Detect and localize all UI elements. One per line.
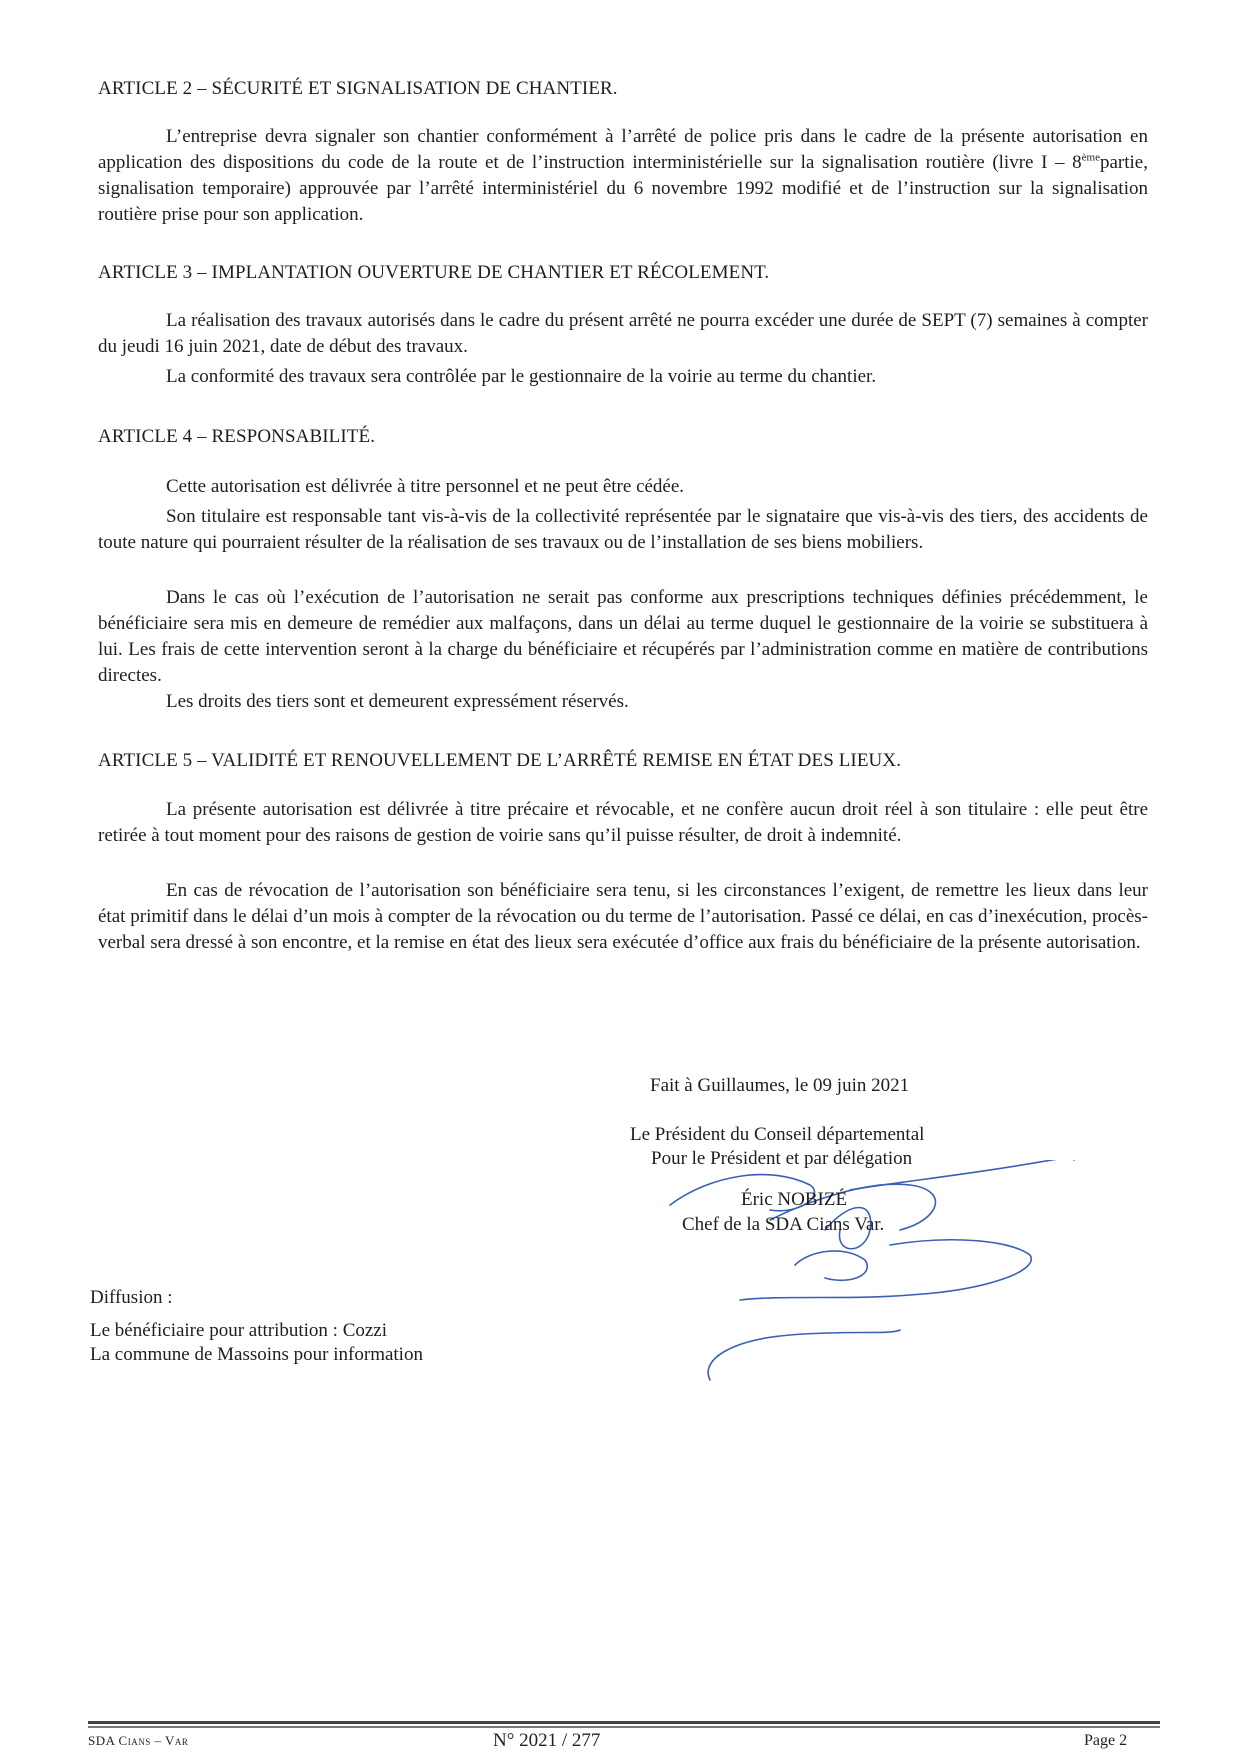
footer-page-number: Page 2 (1084, 1732, 1128, 1749)
article-5-paragraph-1: La présente autorisation est délivrée à titre précaire et révocable, et ne confère aucun droit réel à son titulaire : elle peut être retirée à tout moment pour des raisons de gestion de voirie sans qu’il puisse résulter, de droit à indemnité. (98, 799, 1148, 846)
article-4-paragraph-4: Les droits des tiers sont et demeurent expressément réservés. (166, 691, 629, 712)
footer-decree-number: N° 2021 / 277 (493, 1730, 601, 1751)
footer-rule-secondary (88, 1726, 1160, 1728)
signature-role-line-1: Le Président du Conseil départemental (630, 1124, 925, 1145)
article-3-paragraph-1: La réalisation des travaux autorisés dans le cadre du présent arrêté ne pourra excéder une durée de SEPT (7) semaines à compter du jeudi 16 juin 2021, date de début des travaux. (98, 310, 1148, 357)
article-2-heading: ARTICLE 2 – SÉCURITÉ ET SIGNALISATION DE CHANTIER. (98, 78, 618, 99)
signatory-name: Éric NOBIZÉ (741, 1189, 848, 1210)
signature-role-line-2: Pour le Président et par délégation (651, 1148, 913, 1169)
footer-department: SDA Cians – Var (88, 1733, 189, 1748)
article-2-paragraph: L’entreprise devra signaler son chantier conformément à l’arrêté de police pris dans le cadre de la présente autorisation en application des dispositions du code de la route et de l’instruction interministérielle sur la signalisation routière (livre I – 8èmepartie, signalisation temporaire) approuvée par l’arrêté interministériel du 6 novembre 1992 modifié et de l’instruction sur la signalisation routière prise pour son application. (98, 126, 1148, 225)
article-5-paragraph-2: En cas de révocation de l’autorisation son bénéficiaire sera tenu, si les circonstances l’exigent, de remettre les lieux dans leur état primitif dans le délai d’un mois à compter de la révocation ou du terme de l’autorisation. Passé ce délai, en cas d’inexécution, procès-verbal sera dressé à son encontre, et la remise en état des lieux sera exécutée d’office aux frais du bénéficiaire de la présente autorisation. (98, 880, 1148, 953)
article-5-heading: ARTICLE 5 – VALIDITÉ ET RENOUVELLEMENT DE L’ARRÊTÉ REMISE EN ÉTAT DES LIEUX. (98, 750, 902, 771)
diffusion-line-2: La commune de Massoins pour information (90, 1344, 423, 1365)
signatory-title: Chef de la SDA Cians Var. (682, 1214, 885, 1235)
article-3-heading: ARTICLE 3 – IMPLANTATION OUVERTURE DE CHANTIER ET RÉCOLEMENT. (98, 262, 770, 283)
handwritten-signature (650, 1160, 1090, 1390)
article-4-heading: ARTICLE 4 – RESPONSABILITÉ. (98, 426, 376, 447)
footer-rule (88, 1721, 1160, 1724)
article-4-paragraph-2: Son titulaire est responsable tant vis-à-vis de la collectivité représentée par le signataire que vis-à-vis des tiers, des accidents de toute nature qui pourraient résulter de la réalisation de ses travaux ou de l’installation de ses biens mobiliers. (98, 506, 1148, 553)
article-4-paragraph-1: Cette autorisation est délivrée à titre personnel et ne peut être cédée. (166, 476, 685, 497)
article-4-paragraph-3: Dans le cas où l’exécution de l’autorisation ne serait pas conforme aux prescriptions techniques définies précédemment, le bénéficiaire sera mis en demeure de remédier aux malfaçons, dans un délai au terme duquel le gestionnaire de la voirie se substituera à lui. Les frais de cette intervention seront à la charge du bénéficiaire et récupérés par l’administration comme en matière de contributions directes. (98, 587, 1148, 686)
diffusion-line-1: Le bénéficiaire pour attribution : Cozzi (90, 1320, 388, 1341)
signature-place-date: Fait à Guillaumes, le 09 juin 2021 (650, 1075, 910, 1096)
diffusion-label: Diffusion : (90, 1287, 173, 1308)
article-3-paragraph-2: La conformité des travaux sera contrôlée par le gestionnaire de la voirie au terme du chantier. (166, 366, 877, 387)
